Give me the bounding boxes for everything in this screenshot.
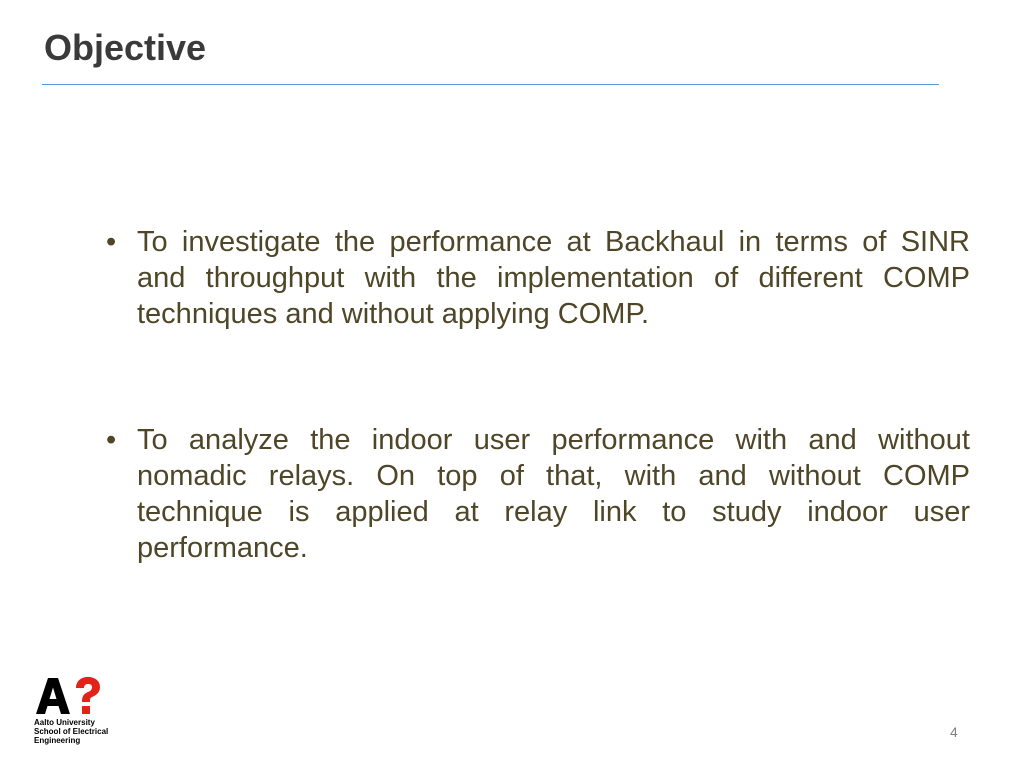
- bullet-item: [104, 224, 970, 332]
- aalto-logo: [34, 676, 134, 746]
- bullet-text: To investigate the performance at Backhaul in terms of SINR and throughput with the implementation of different COMP techniques and without applying COMP.: [137, 226, 970, 330]
- bullet-text: To analyze the indoor user performance with and without nomadic relays. On top of that, with and without COMP technique is applied at relay link to study indoor user performance.: [137, 424, 970, 564]
- logo-text: [34, 718, 134, 745]
- aalto-logo-icon: [34, 676, 104, 716]
- bullet-dot-icon: •: [106, 424, 117, 456]
- logo-line-university: Aalto University: [34, 718, 95, 727]
- slide-title: Objective: [44, 27, 207, 68]
- title-divider: [42, 84, 939, 85]
- logo-line-engineering: Engineering: [34, 736, 81, 745]
- bullet-dot-icon: •: [106, 226, 117, 258]
- page-number: 4: [950, 724, 958, 740]
- logo-line-school: School of Electrical: [34, 727, 109, 736]
- bullet-item: [104, 422, 970, 566]
- bullet-list: [104, 224, 970, 566]
